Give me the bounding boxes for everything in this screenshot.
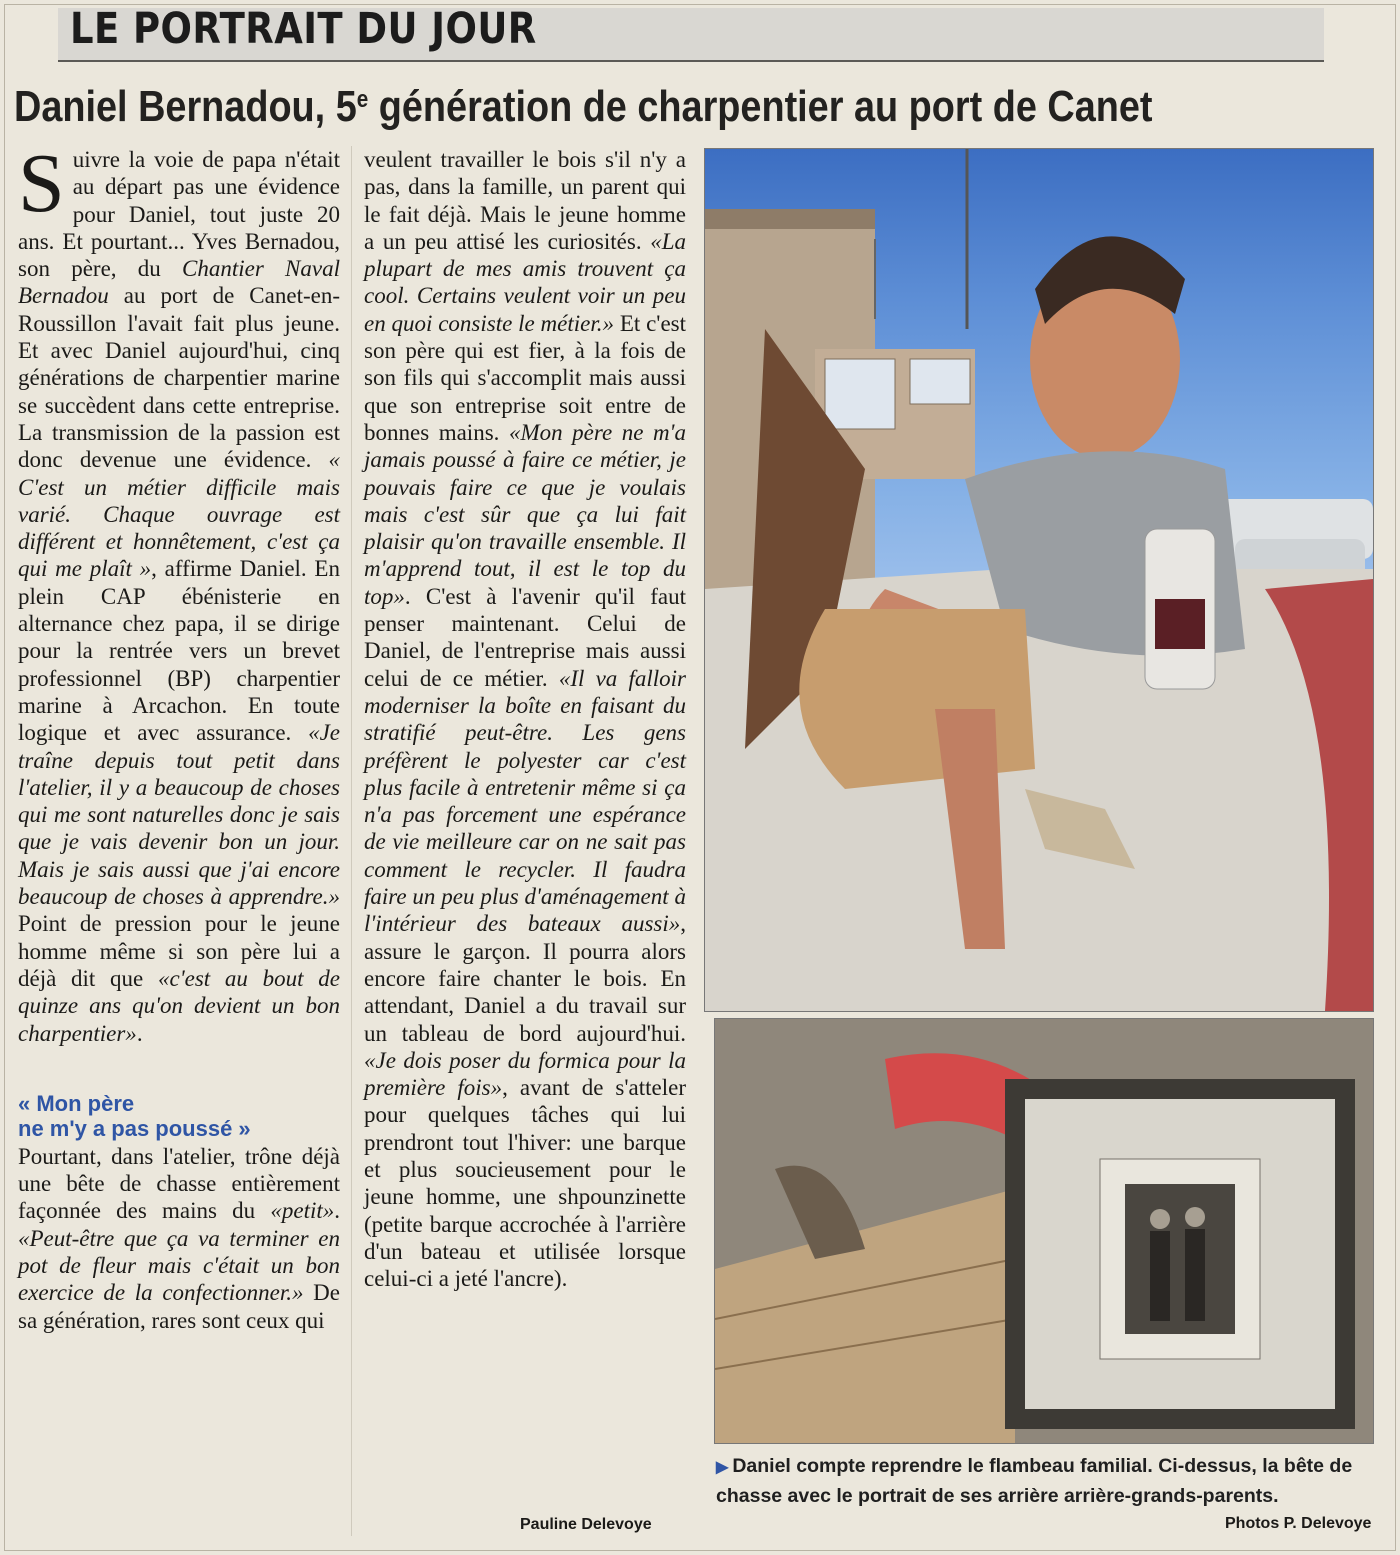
- photo-daniel-illustration: [705, 149, 1373, 1011]
- text-run: Point de pression pour le jeune homme même si son père lui a déjà dit que: [18, 911, 340, 991]
- section-title: LE PORTRAIT DU JOUR: [70, 4, 537, 54]
- photo-caption: [716, 1452, 1356, 1510]
- quote-run: «petit»: [270, 1198, 335, 1224]
- subheading-line-1: « Mon père: [18, 1090, 135, 1116]
- photo-daniel-on-boat: [704, 148, 1374, 1012]
- headline-rest: génération de charpentier au port de Canet: [368, 82, 1153, 131]
- text-run: , assure le garçon. Il pourra alors encore faire chanter le bois. En attendant, Daniel a du travail sur un tableau de bord aujourd'hui.: [364, 911, 686, 1046]
- portrait-figure: [1150, 1209, 1170, 1229]
- caption-text: Daniel compte reprendre le flambeau familial. Ci-dessus, la bête de chasse avec le portrait de ses arrière arrière-grands-parents.: [716, 1455, 1353, 1507]
- headline-superscript: e: [356, 86, 369, 113]
- quote-run: «Peut-être que ça va terminer en pot de fleur mais c'était un bon exercice de la confectionner.»: [18, 1225, 340, 1306]
- quote-run: « C'est un métier difficile mais varié. Chaque ouvrage est différent et honnêtement, c'est ça qui me plaît »: [18, 447, 340, 582]
- dropcap-letter: S: [18, 137, 65, 230]
- paragraph-workshop: [18, 1143, 340, 1334]
- text-run: .: [334, 1198, 340, 1224]
- quote-run: «Je traîne depuis tout petit dans l'atelier, il y a beaucoup de choses qui me sont naturelles donc je sais que je vais devenir bon un jour. Mais je sais aussi que j'ai encore beaucoup de choses à apprendre.»: [18, 720, 340, 910]
- photo-hunting-boat-portrait: [714, 1018, 1374, 1444]
- subheading: [18, 1091, 340, 1141]
- portrait-photo: [1125, 1184, 1235, 1334]
- quote-run: «Il va falloir moderniser la boîte en faisant du stratifié peut-être. Les gens préfèrent le polyester car c'est plus facile à entretenir même si ça n'a pas forcement une espérance de vie meilleure car on ne sait pas comment le recycler. Il faudra faire un peu plus d'aménagement à l'intérieur des bateaux aussi»: [364, 665, 686, 937]
- quote-run: «Je dois poser du formica pour la première fois»: [364, 1047, 686, 1101]
- text-run: au port de Canet-en-Roussillon l'avait fait plus jeune. Et avec Daniel aujourd'hui, cinq générations de charpentier marine se succèdent dans cette entreprise. La transmission de la passion est donc devenue une évidence.: [18, 283, 340, 473]
- text-run: , affirme Daniel. En plein CAP ébénisterie en alternance chez papa, il se dirige pour la rentrée vers un brevet professionnel (BP) charpentier marine à Arcachon. En toute logique et avec assurance.: [18, 556, 340, 746]
- quote-run: «La plupart de mes amis trouvent ça cool. Certains veulent voir un peu en quoi consiste le métier.»: [364, 228, 686, 336]
- column-rule: [351, 146, 352, 1536]
- quote-run: «c'est au bout de quinze ans qu'on devient un bon charpentier»: [18, 965, 341, 1046]
- paragraph-intro: [18, 137, 341, 1047]
- triangle-right-icon: ▶: [716, 1459, 729, 1476]
- building-roof: [705, 209, 875, 229]
- text-run: .: [136, 1020, 143, 1046]
- photo-credit: Photos P. Delevoye: [1225, 1515, 1372, 1532]
- article-column-1: [18, 137, 341, 1334]
- shorts: [799, 609, 1035, 789]
- portrait-figure-body: [1150, 1231, 1170, 1321]
- text-run: uivre la voie de papa n'était au départ pas une évidence pour Daniel, tout juste 20 ans. Et pourtant... Yves Bernadou, son père, du: [18, 147, 340, 282]
- text-run: veulent travailler le bois s'il n'y a pas, dans la famille, un parent qui le fait déjà. Mais le jeune homme a un peu attisé les curiosités.: [364, 147, 686, 254]
- subheading-line-2: ne m'y a pas poussé »: [18, 1115, 251, 1141]
- text-run: Et c'est son père qui est fier, à la fois de son fils qui s'accomplit mais aussi que son entreprise soit entre de bonnes mains.: [364, 310, 686, 445]
- photo-portrait-illustration: [715, 1019, 1373, 1443]
- text-run: De sa génération, rares sont ceux qui: [18, 1280, 340, 1333]
- headline: [14, 82, 1201, 132]
- text-run: Pourtant, dans l'atelier, trône déjà une bête de chasse entièrement façonnée des mains du: [18, 1143, 340, 1224]
- portrait-figure-body: [1185, 1229, 1205, 1321]
- article-column-2: [364, 146, 686, 1292]
- text-run: . C'est à l'avenir qu'il faut penser maintenant. Celui de Daniel, de l'entreprise mais aussi celui de ce métier.: [364, 583, 686, 691]
- paragraph-continued: [364, 146, 686, 1292]
- text-run-italic: Chantier Naval Bernadou: [18, 256, 340, 309]
- bottle-label: [1155, 599, 1205, 649]
- portrait-figure: [1185, 1207, 1205, 1227]
- building-window: [825, 359, 895, 429]
- quote-run: «Mon père ne m'a jamais poussé à faire ce métier, je pouvais faire ce que je voulais mais c'est sûr que ça lui fait plaisir qu'on travaille ensemble. Il m'apprend tout, il est le top du top»: [364, 419, 686, 609]
- author-byline: Pauline Delevoye: [520, 1516, 652, 1533]
- building-window: [910, 359, 970, 404]
- text-run: , avant de s'atteler pour quelques tâches qui lui prendront tout l'hiver: une barque et plus soucieusement pour le jeune homme, une shpounzinette (petite barque accrochée à l'arrière d'un bateau et utilisée lorsque celui-ci a jeté l'ancre).: [364, 1075, 686, 1292]
- headline-main: Daniel Bernadou, 5: [14, 82, 357, 131]
